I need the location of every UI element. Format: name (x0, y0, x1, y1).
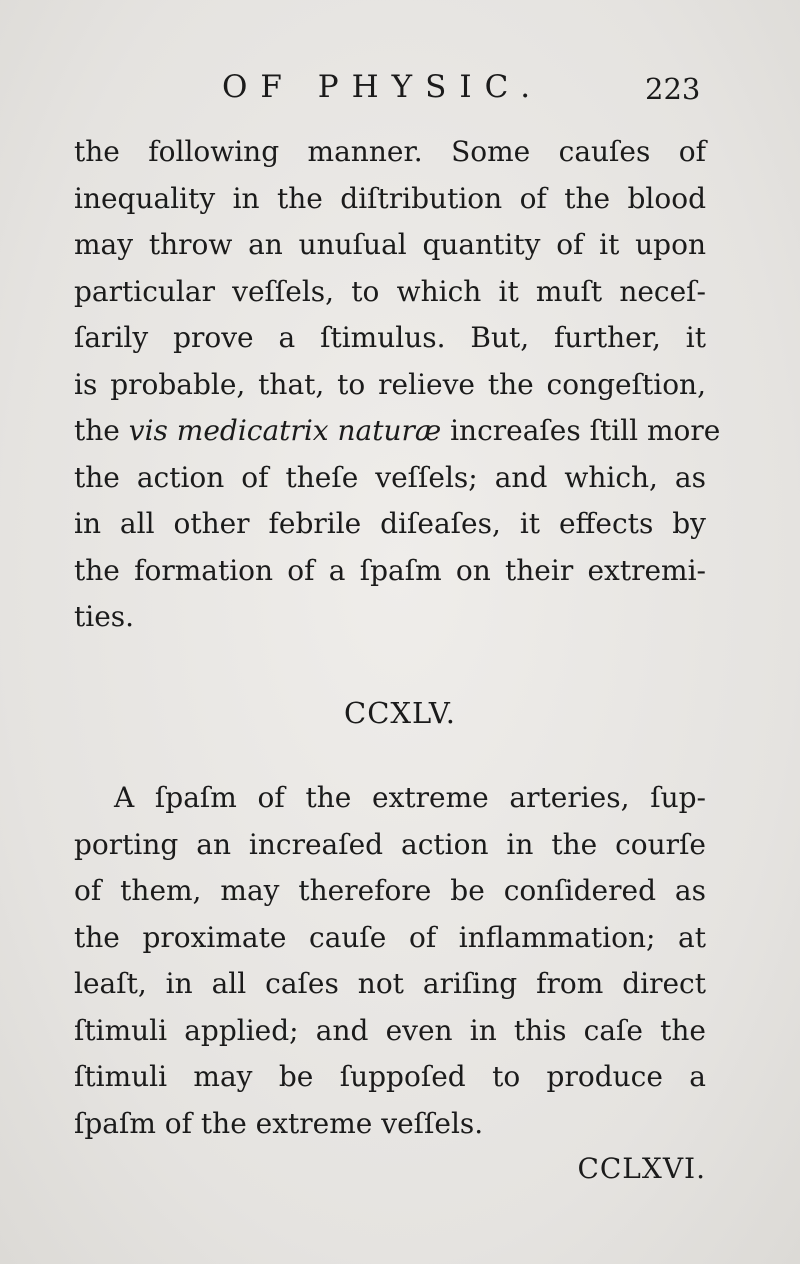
text-line: in all other febrile diſeaſes, it effects by (74, 507, 706, 540)
paragraph-continued (74, 129, 721, 641)
latin-phrase: vis medicatrix naturæ (128, 414, 442, 447)
running-head-title: OF PHYSIC. (222, 69, 544, 105)
running-head (0, 62, 800, 112)
text-line: inequality in the diſtribution of the blood (74, 181, 706, 215)
text-fragment: increaſes ſtill more (441, 414, 721, 447)
text-line: is probable, that, to relieve the congeſtion, (74, 367, 706, 401)
section-heading: CCXLV. (344, 696, 456, 730)
text-fragment: the (74, 414, 129, 447)
text-line: of them, may therefore be conſidered as (74, 874, 706, 907)
text-line: porting an increaſed action in the courſe (74, 827, 706, 861)
text-line: A ſpaſm of the extreme arteries, ſup- (114, 781, 706, 814)
text-line: ſpaſm of the extreme veſſels. (74, 1106, 484, 1140)
text-line: ties. (74, 600, 135, 633)
page-number: 223 (645, 72, 701, 106)
section-paragraph (74, 775, 706, 1147)
text-line: may throw an unuſual quantity of it upon (74, 228, 706, 261)
text-line: the proximate cauſe of inflammation; at (74, 920, 706, 954)
text-line-with-italic (74, 408, 721, 455)
text-line: the formation of a ſpaſm on their extremi- (74, 553, 706, 587)
text-line: the following manner. Some cauſes of (74, 135, 706, 168)
text-line: particular veſſels, to which it muſt neceſ- (74, 274, 706, 308)
catchword: CCLXVI. (577, 1152, 706, 1185)
text-line: the action of theſe veſſels; and which, as (74, 460, 706, 494)
text-line: ſarily prove a ſtimulus. But, further, it (74, 321, 706, 354)
text-line: ſtimuli applied; and even in this caſe the (74, 1013, 706, 1047)
text-line: leaſt, in all caſes not ariſing from direct (74, 967, 706, 1000)
text-line: ſtimuli may be ſuppoſed to produce a (74, 1060, 706, 1093)
